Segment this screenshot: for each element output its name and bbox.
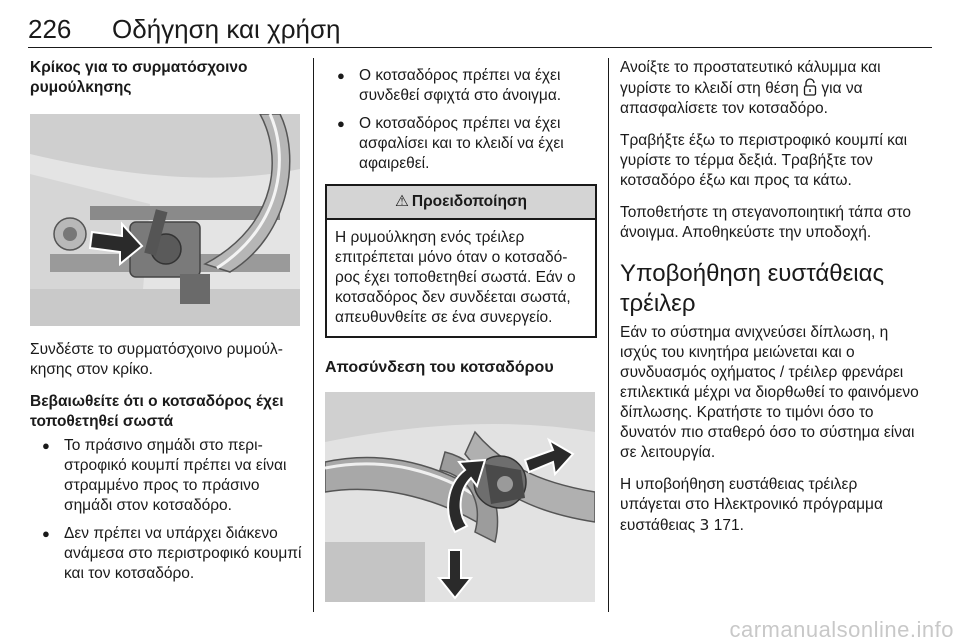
check-heading: Βεβαιωθείτε ότι ο κοτσαδόρος έχει τοποθετηθεί σωστά	[30, 393, 284, 430]
disconnect-figure	[325, 392, 595, 602]
column-2	[325, 58, 597, 602]
warning-body: Η ρυμούλκηση ενός τρέιλερ επιτρέπεται μόνο όταν ο κοτσαδόρος έχει τοποθετηθεί σωστά. Εάν ο κοτσαδόρος δεν συνδέεται σωστά, απευθυνθείτε σε ένα συνεργείο.	[335, 229, 576, 326]
page-number: 226	[28, 14, 72, 44]
ring-heading: Κρίκος για το συρματόσχοινο ρυμούλκησης	[30, 59, 248, 96]
page-reference-arrow: 3	[699, 516, 710, 534]
watermark: carmanualsonline.info	[729, 617, 954, 642]
esp-reference-end: .	[739, 517, 744, 534]
check-list-continued	[325, 66, 597, 174]
unlock-text-end: για να απασφαλίσετε τον κοτσαδόρο.	[620, 80, 863, 117]
pull-knob-text: Τραβήξτε έξω το περιστροφικό κουμπί και γυρίστε το τέρμα δεξιά. Τραβήξτε τον κοτσαδόρο έξω και προς τα κάτω.	[620, 132, 908, 189]
list-item: ● Ο κοτσαδόρος πρέπει να έχει ασφαλίσει και το κλειδί να έχει αφαιρεθεί.	[325, 114, 597, 174]
esp-reference	[620, 475, 920, 536]
esp-reference-text: Η υποβοήθηση ευστάθειας τρέιλερ υπάγεται στο Ηλεκτρονικό πρόγραμμα ευστάθειας	[620, 476, 883, 534]
trailer-stability-heading: Υποβοήθηση ευστάθειας τρέιλερ	[620, 260, 885, 317]
header-rule	[28, 47, 932, 48]
warning-header	[327, 186, 595, 220]
disconnect-heading: Αποσύνδεση του κοτσαδόρου	[325, 359, 554, 376]
connect-cable-text: Συνδέστε το συρματόσχοινο ρυμούλκησης στον κρίκο.	[30, 341, 283, 378]
stability-description: Εάν το σύστημα ανιχνεύσει δίπλωση, η ισχύς του κινητήρα μειώνεται και ο συνδυασμός οχήματος / τρέιλερ φρενάρει επιλεκτικά μέχρι να διορθωθεί το φαινόμενο δίπλωσης. Κρατήστε το τιμόνι όσο το δυνατόν πιο σταθερό όσο το σύστημα είναι σε λειτουργία.	[620, 324, 919, 461]
unlock-instruction	[620, 58, 920, 119]
unlock-icon	[803, 78, 817, 96]
column-divider-left	[313, 58, 314, 612]
column-divider-right	[608, 58, 609, 612]
warning-box	[325, 184, 597, 338]
list-item: ● Δεν πρέπει να υπάρχει διάκενο ανάμεσα στο περιστροφικό κουμπί και τον κοτσαδόρο.	[30, 524, 302, 584]
check-list	[30, 436, 302, 584]
seal-plug-text: Τοποθετήστε τη στεγανοποιητική τάπα στο άνοιγμα. Αποθηκεύστε την υποδοχή.	[620, 204, 912, 241]
esp-page-number: 171	[713, 517, 740, 534]
warning-title: Προειδοποίηση	[411, 193, 527, 210]
list-item: ● Το πράσινο σημάδι στο περιστροφικό κουμπί πρέπει να είναι στραμμένο προς το πράσινο σημάδι στον κοτσαδόρο.	[30, 436, 302, 516]
column-1	[30, 58, 302, 592]
column-3	[620, 58, 920, 536]
section-title: Οδήγηση και χρήση	[112, 14, 341, 44]
list-item: ● Ο κοτσαδόρος πρέπει να έχει συνδεθεί σφιχτά στο άνοιγμα.	[325, 66, 597, 106]
unlock-text-start: Ανοίξτε το προστατευτικό κάλυμμα και γυρίστε το κλειδί στη θέση	[620, 59, 881, 97]
warning-triangle-icon: ⚠	[394, 193, 409, 210]
cable-ring-figure	[30, 114, 300, 326]
